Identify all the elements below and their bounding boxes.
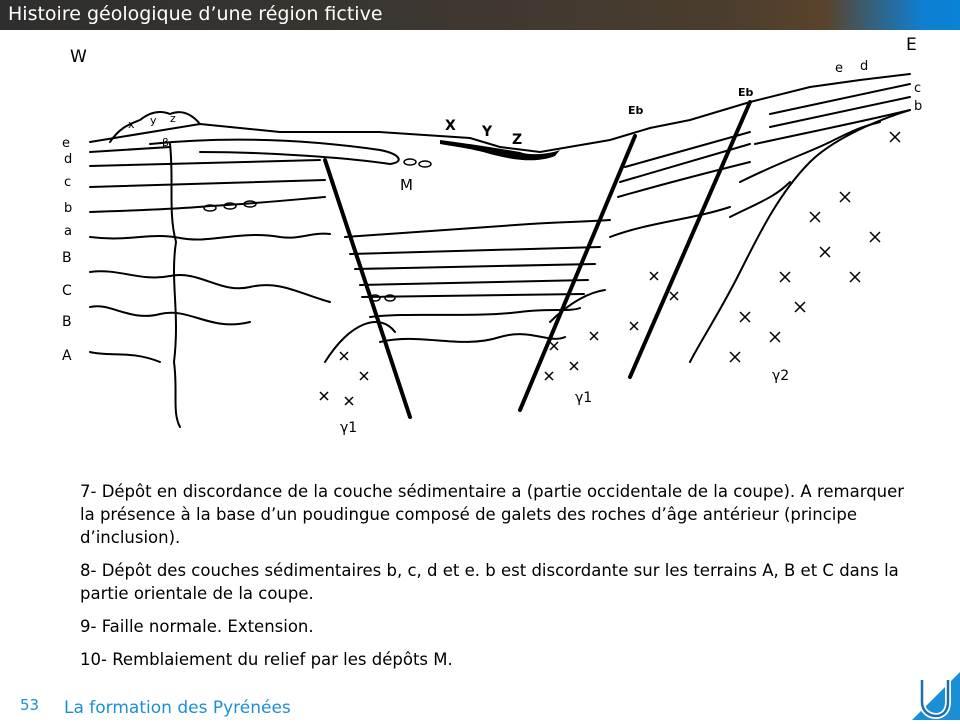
cross-section-drawing	[50, 32, 930, 452]
paragraph-8: 8- Dépôt des couches sédimentaires b, c, d et e. b est discordante sur les terrains A, B et C dans la partie orientale de la coupe.	[80, 561, 899, 603]
label-y: Y	[482, 124, 493, 140]
paragraph-10: 10- Remblaiement du relief par les dépôts M.	[80, 650, 453, 669]
title-bar	[0, 0, 960, 30]
label-x: X	[445, 118, 456, 134]
label-small-z: z	[170, 112, 176, 125]
page-number: 53	[20, 696, 40, 714]
paragraph-7: 7- Dépôt en discordance de la couche sédimentaire a (partie occidentale de la coupe). A remarquer la présence à la base d’un poudingue composé de galets des roches d’âge antérieur (principe d’inclusion).	[80, 482, 905, 547]
right-layer-label-e: e	[835, 61, 843, 76]
right-layer-label-c: c	[914, 81, 922, 96]
label-gamma1-left: γ1	[340, 420, 358, 436]
right-layer-label-b: b	[914, 99, 923, 114]
slide-title: Histoire géologique d’une région fictive	[8, 3, 383, 25]
paragraph-9: 9- Faille normale. Extension.	[80, 617, 314, 636]
left-layer-label-a: a	[64, 224, 72, 239]
label-m: M	[400, 176, 413, 194]
east-label: E	[906, 35, 917, 55]
west-label: W	[70, 47, 87, 67]
left-layer-label-B-lower: B	[62, 314, 72, 330]
university-logo-icon	[910, 672, 960, 720]
footer-title: La formation des Pyrénées	[64, 698, 291, 718]
label-small-x: x	[128, 118, 135, 131]
label-gamma2: γ2	[772, 368, 790, 384]
left-layer-label-e: e	[62, 136, 70, 151]
label-z: Z	[512, 132, 523, 148]
right-layer-label-d: d	[860, 59, 869, 74]
geological-cross-section	[50, 32, 930, 452]
explanation-text	[80, 480, 910, 681]
label-small-y: y	[150, 114, 157, 127]
label-eb-left: Eb	[628, 104, 644, 117]
label-eb-right: Eb	[738, 86, 754, 99]
left-layer-label-c: c	[64, 175, 72, 190]
left-layer-label-d: d	[64, 152, 73, 167]
left-layer-label-C: C	[62, 283, 72, 299]
label-small-beta: β	[162, 136, 170, 149]
left-layer-label-B-upper: B	[62, 250, 72, 266]
left-layer-label-A: A	[62, 348, 72, 364]
left-layer-label-b: b	[64, 201, 73, 216]
label-gamma1-center: γ1	[575, 390, 593, 406]
